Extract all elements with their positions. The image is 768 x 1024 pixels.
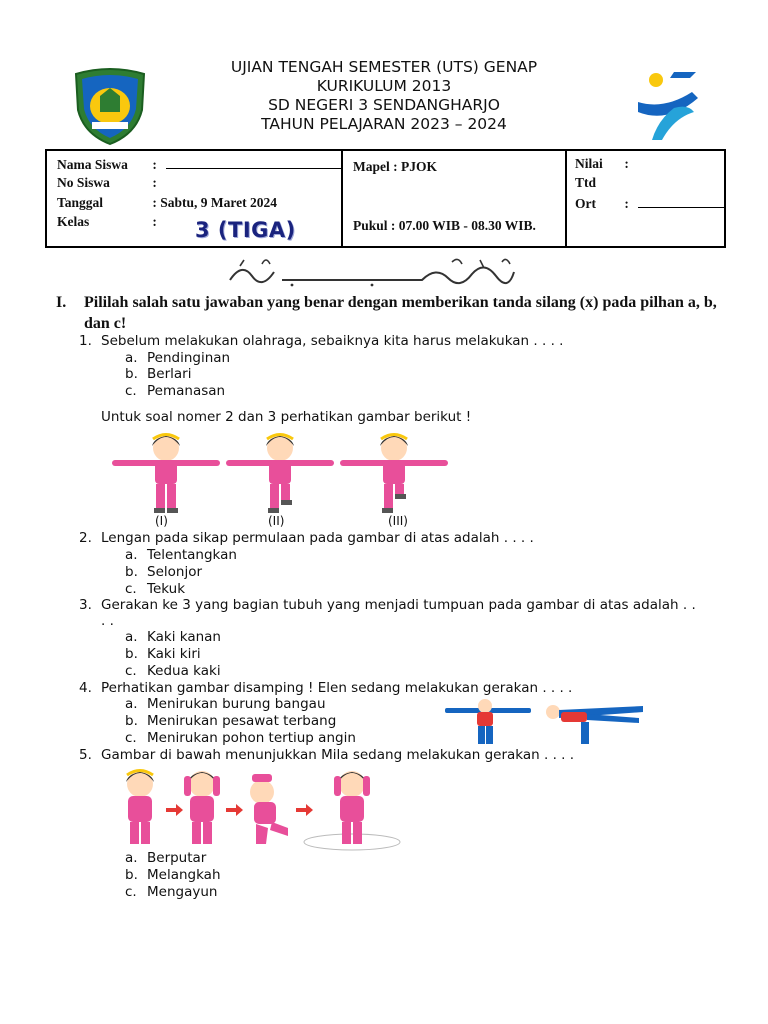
- boy-figure-leaning: [546, 705, 643, 744]
- option-letter: a.: [125, 350, 138, 366]
- option-text: Pendinginan: [147, 350, 231, 366]
- figure-label-3: (III): [388, 514, 408, 528]
- question-text: Perhatikan gambar disamping ! Elen sedang melakukan gerakan . . . .: [101, 680, 573, 696]
- tanggal-row: [57, 195, 277, 211]
- mapel-label: Mapel : PJOK: [353, 159, 437, 174]
- option-letter: a.: [125, 696, 138, 712]
- section-number: I.: [56, 294, 67, 311]
- option-text: Berputar: [147, 850, 207, 866]
- header-line-3: SD NEGERI 3 SENDANGHARJO: [268, 96, 500, 114]
- tanggal-label: Tanggal: [57, 195, 104, 210]
- pukul-label: Pukul : 07.00 WIB - 08.30 WIB.: [353, 218, 536, 233]
- header-line-1: UJIAN TENGAH SEMESTER (UTS) GENAP: [230, 58, 538, 76]
- option-letter: c.: [125, 884, 137, 900]
- kelas-colon: :: [152, 214, 157, 229]
- option-text: Tekuk: [147, 581, 186, 597]
- option-letter: b.: [125, 646, 138, 662]
- question-text: Gerakan ke 3 yang bagian tubuh yang menjadi tumpuan pada gambar di atas adalah . .: [101, 597, 696, 613]
- ort-field[interactable]: [638, 195, 726, 208]
- nama-label: Nama Siswa: [57, 157, 128, 172]
- option-text: Kaki kanan: [147, 629, 221, 645]
- tanggal-value: : Sabtu, 9 Maret 2024: [152, 195, 277, 210]
- girl-step-1: [126, 771, 154, 845]
- question-number: 1.: [79, 333, 92, 349]
- option-letter: b.: [125, 564, 138, 580]
- question-number: 5.: [79, 747, 92, 763]
- boy-figure-standing: [445, 699, 531, 744]
- nama-colon: :: [152, 157, 157, 172]
- figure-movement-sequence: [116, 766, 406, 852]
- figure-label-1: (I): [155, 514, 168, 528]
- option-letter: b.: [125, 366, 138, 382]
- basmalah-calligraphy: [222, 254, 522, 288]
- figure-airplane-pose: [443, 698, 653, 750]
- question-number: 3.: [79, 597, 92, 613]
- section-text: Pililah salah satu jawaban yang benar dengan memberikan tanda silang (x) pada pilhan a, b, dan c!: [84, 294, 717, 332]
- question-number: 2.: [79, 530, 92, 546]
- nama-row: [57, 156, 342, 173]
- option-letter: a.: [125, 850, 138, 866]
- question-number: 4.: [79, 680, 92, 696]
- ort-row: [575, 195, 726, 212]
- ort-label: Ort: [575, 196, 596, 211]
- option-letter: c.: [125, 730, 137, 746]
- girl-step-4: [334, 771, 370, 844]
- option-letter: b.: [125, 713, 138, 729]
- option-text: Kaki kiri: [147, 646, 201, 662]
- girl-step-3: [250, 774, 288, 844]
- figure-note: Untuk soal nomer 2 dan 3 perhatikan gambar berikut !: [101, 409, 472, 425]
- exam-header: [150, 58, 618, 134]
- option-letter: c.: [125, 581, 137, 597]
- no-label: No Siswa: [57, 175, 110, 190]
- option-text: Kedua kaki: [147, 663, 221, 679]
- ort-colon: :: [624, 196, 629, 211]
- school-logo: [70, 66, 150, 146]
- ttd-label: Ttd: [575, 175, 597, 190]
- kelas-value: 3 (TIGA): [195, 218, 296, 242]
- question-text: Sebelum melakukan olahraga, sebaiknya kita harus melakukan . . . .: [101, 333, 564, 349]
- figure-arm-poses: [110, 430, 450, 518]
- nilai-colon: :: [624, 156, 629, 171]
- no-row: [57, 175, 157, 191]
- option-text: Berlari: [147, 366, 192, 382]
- nilai-row: [575, 156, 629, 172]
- girl-figure-1: [112, 435, 220, 514]
- student-info-box: [45, 149, 726, 248]
- option-text: Menirukan pesawat terbang: [147, 713, 337, 729]
- info-divider: [565, 151, 567, 246]
- option-letter: c.: [125, 383, 137, 399]
- header-line-2: KURIKULUM 2013: [316, 77, 452, 95]
- question-3-continuation: . .: [101, 613, 114, 629]
- arrow-right-icon: [296, 804, 313, 816]
- option-letter: b.: [125, 867, 138, 883]
- option-letter: a.: [125, 547, 138, 563]
- header-line-4: TAHUN PELAJARAN 2023 – 2024: [261, 115, 507, 133]
- kelas-label: Kelas: [57, 214, 90, 229]
- option-text: Melangkah: [147, 867, 221, 883]
- kelas-row: [57, 214, 157, 230]
- question-text: Gambar di bawah menunjukkan Mila sedang melakukan gerakan . . . .: [101, 747, 575, 763]
- option-text: Pemanasan: [147, 383, 226, 399]
- option-text: Menirukan pohon tertiup angin: [147, 730, 356, 746]
- no-colon: :: [152, 175, 157, 190]
- figure-label-2: (II): [268, 514, 285, 528]
- nama-field[interactable]: [166, 156, 342, 169]
- ministry-logo: [634, 68, 704, 148]
- option-letter: a.: [125, 629, 138, 645]
- option-text: Telentangkan: [147, 547, 237, 563]
- question-text: Lengan pada sikap permulaan pada gambar di atas adalah . . . .: [101, 530, 534, 546]
- girl-figure-3: [340, 435, 448, 514]
- option-text: Selonjor: [147, 564, 203, 580]
- option-letter: c.: [125, 663, 137, 679]
- nilai-label: Nilai: [575, 156, 603, 171]
- arrow-right-icon: [226, 804, 243, 816]
- option-text: Mengayun: [147, 884, 218, 900]
- girl-figure-2: [226, 435, 334, 514]
- arrow-right-icon: [166, 804, 183, 816]
- girl-step-2: [184, 771, 220, 844]
- option-text: Menirukan burung bangau: [147, 696, 326, 712]
